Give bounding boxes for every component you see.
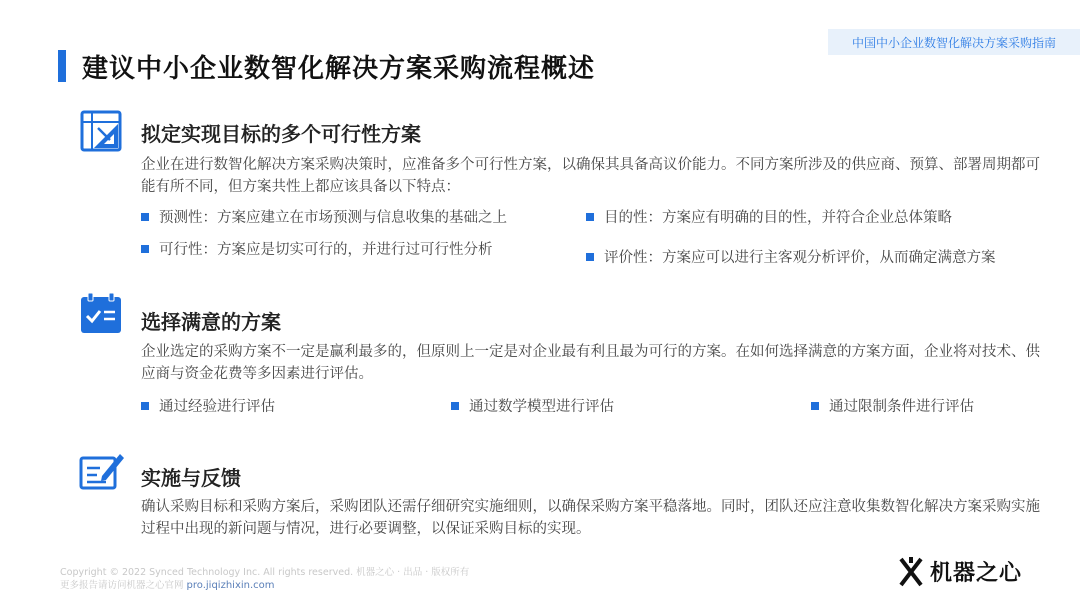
section-title-implementation: 实施与反馈 bbox=[141, 466, 241, 490]
clipboard-check-icon bbox=[78, 290, 126, 338]
bullet-item bbox=[586, 206, 952, 227]
blueprint-icon bbox=[78, 108, 126, 156]
bullet-text: 通过经验进行评估 bbox=[159, 399, 275, 415]
bullet-text: 预测性：方案应建立在市场预测与信息收集的基础之上 bbox=[159, 210, 507, 226]
bullet-text: 通过限制条件进行评估 bbox=[829, 399, 974, 415]
bullet-text: 可行性：方案应是切实可行的，并进行过可行性分析 bbox=[159, 242, 493, 258]
logo-text: 机器之心 bbox=[929, 561, 1022, 586]
bullet-item bbox=[586, 246, 996, 267]
bullet-square-icon bbox=[451, 402, 459, 410]
bullet-item bbox=[811, 395, 974, 416]
footer-link[interactable]: pro.jiqizhixin.com bbox=[186, 580, 275, 591]
bullet-square-icon bbox=[141, 245, 149, 253]
section-paragraph-feasibility: 企业在进行数智化解决方案采购决策时，应准备多个可行性方案，以确保其具备高议价能力。不同方案所涉及的供应商、预算、部署周期都可能有所不同，但方案共性上都应该具备以下特点： bbox=[141, 157, 1040, 195]
edit-document-icon bbox=[78, 446, 126, 494]
title-accent-bar bbox=[58, 50, 66, 82]
bullet-item bbox=[141, 206, 507, 227]
bullet-item bbox=[141, 238, 493, 259]
bullet-text: 目的性：方案应有明确的目的性，并符合企业总体策略 bbox=[604, 210, 952, 226]
section-title-feasibility: 拟定实现目标的多个可行性方案 bbox=[141, 122, 421, 146]
bullet-square-icon bbox=[586, 213, 594, 221]
section-title-selection: 选择满意的方案 bbox=[141, 310, 281, 334]
bullet-text: 通过数学模型进行评估 bbox=[469, 399, 614, 415]
bullet-item bbox=[451, 395, 614, 416]
bullet-square-icon bbox=[586, 253, 594, 261]
footer-more-label: 更多报告请访问机器之心官网 bbox=[60, 580, 184, 591]
bullet-square-icon bbox=[811, 402, 819, 410]
footer bbox=[60, 566, 469, 592]
section-paragraph-selection: 企业选定的采购方案不一定是赢利最多的，但原则上一定是对企业最有利且最为可行的方案。在如何选择满意的方案方面，企业将对技术、供应商与资金花费等多因素进行评估。 bbox=[141, 344, 1040, 382]
page-title: 建议中小企业数智化解决方案采购流程概述 bbox=[82, 54, 596, 84]
brand-logo bbox=[898, 556, 1022, 587]
bullet-square-icon bbox=[141, 402, 149, 410]
logo-mark-icon bbox=[898, 557, 924, 587]
bullet-square-icon bbox=[141, 213, 149, 221]
footer-copyright: Copyright © 2022 Synced Technology Inc. All rights reserved. 机器之心 · 出品 · 版权所有 bbox=[60, 567, 470, 578]
bullet-item bbox=[141, 395, 275, 416]
bullet-text: 评价性：方案应可以进行主客观分析评价，从而确定满意方案 bbox=[604, 250, 996, 266]
report-tag: 中国中小企业数智化解决方案采购指南 bbox=[828, 29, 1080, 55]
section-paragraph-implementation: 确认采购目标和采购方案后，采购团队还需仔细研究实施细则，以确保采购方案平稳落地。同时，团队还应注意收集数智化解决方案采购实施过程中出现的新问题与情况，进行必要调整，以保证采购目标的实现。 bbox=[141, 499, 1040, 537]
